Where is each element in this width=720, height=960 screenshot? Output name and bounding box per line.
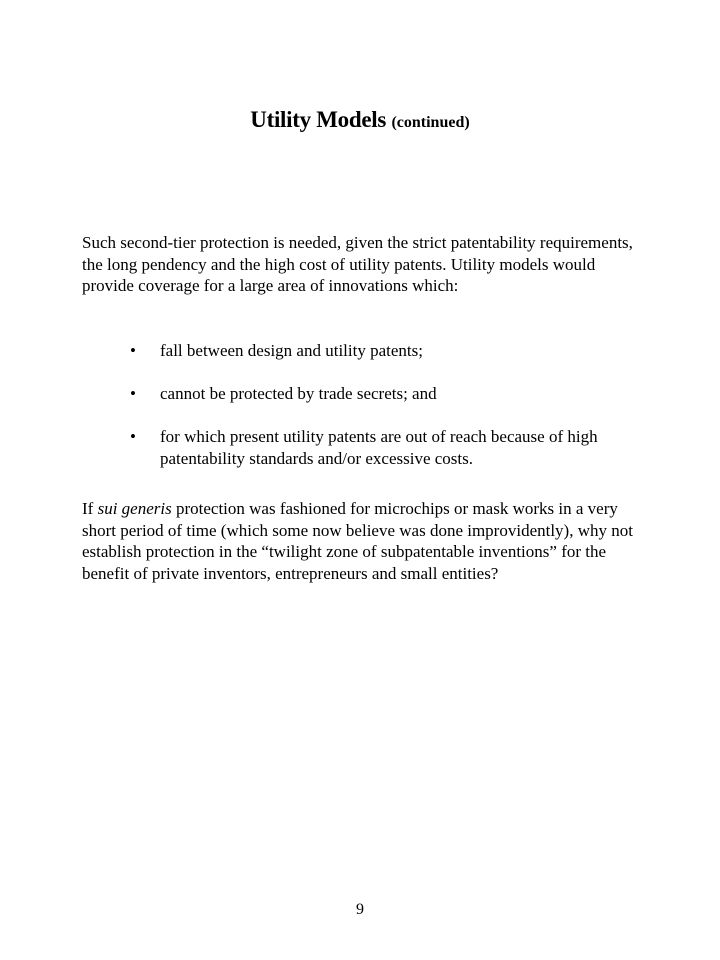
title-suffix: (continued) xyxy=(391,114,470,131)
list-item xyxy=(82,426,642,469)
closing-emphasis: sui generis xyxy=(97,499,172,518)
closing-rest: protection was fashioned for microchips or mask works in a very short period of time (which some now believe was done improvidently), why not establish protection in the “twilight zone of subpatentable inventions” for the benefit of private inventors, entrepreneurs and small entities? xyxy=(82,499,633,583)
list-item-text: cannot be protected by trade secrets; and xyxy=(160,384,437,403)
list-item-text: for which present utility patents are out of reach because of high patentability standards and/or excessive costs. xyxy=(160,427,598,468)
intro-paragraph: Such second-tier protection is needed, given the strict patentability requirements, the long pendency and the high cost of utility patents. Utility models would provide coverage for a large area of innovations which: xyxy=(82,233,633,295)
title-main: Utility Models xyxy=(250,107,386,132)
list-item-text: fall between design and utility patents; xyxy=(160,341,423,360)
bullet-marker: • xyxy=(130,427,136,446)
bullet-list xyxy=(82,340,642,491)
closing-lead: If xyxy=(82,499,98,518)
bullet-marker: • xyxy=(130,341,136,360)
page-number: 9 xyxy=(356,901,364,918)
list-item xyxy=(82,383,642,405)
page-title xyxy=(0,106,720,137)
list-item xyxy=(82,340,642,362)
bullet-marker: • xyxy=(130,384,136,403)
closing-paragraph xyxy=(82,498,642,584)
